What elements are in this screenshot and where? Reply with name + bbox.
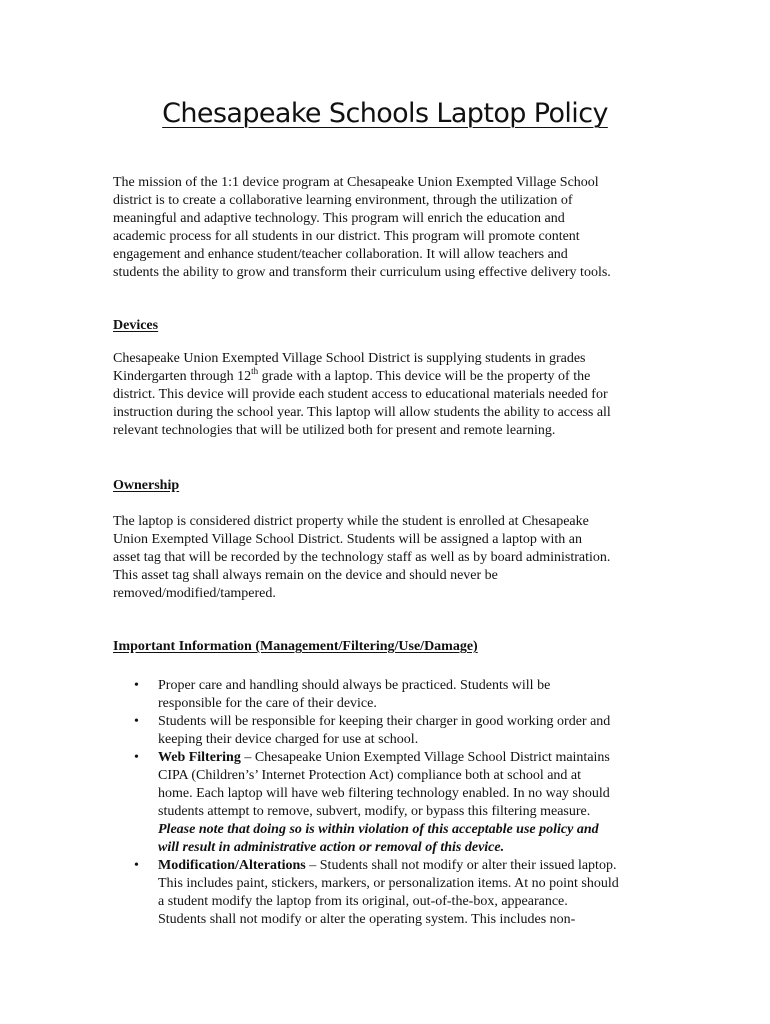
ownership-line: Union Exempted Village School District. Students will be assigned a laptop with an bbox=[113, 532, 582, 547]
bullet-icon: • bbox=[134, 750, 139, 765]
devices-line: relevant technologies that will be utilized both for present and remote learning. bbox=[113, 423, 556, 438]
intro-line: academic process for all students in our district. This program will promote content bbox=[113, 229, 580, 244]
bullet-icon: • bbox=[134, 678, 139, 693]
document-title: Chesapeake Schools Laptop Policy bbox=[162, 98, 608, 129]
devices-line: district. This device will provide each student access to educational materials needed for bbox=[113, 387, 608, 402]
devices-line bbox=[113, 368, 673, 386]
ownership-heading: Ownership bbox=[113, 478, 180, 493]
bullet-icon: • bbox=[134, 714, 139, 729]
ownership-line: This asset tag shall always remain on the device and should never be bbox=[113, 568, 498, 583]
devices-line: instruction during the school year. This laptop will allow students the ability to access all bbox=[113, 405, 611, 420]
list-item-text: responsible for the care of their device. bbox=[158, 696, 377, 711]
list-item-text bbox=[158, 857, 673, 875]
list-item-text: keeping their device charged for use at school. bbox=[158, 732, 419, 747]
list-item-text bbox=[158, 749, 673, 767]
list-item-text: students attempt to remove, subvert, modify, or bypass this filtering measure. bbox=[158, 804, 591, 819]
list-item bbox=[113, 749, 673, 857]
important-info-list bbox=[113, 677, 673, 929]
list-item-label: Modification/Alterations bbox=[158, 858, 306, 873]
devices-heading: Devices bbox=[113, 318, 159, 333]
list-item-emphasis: will result in administrative action or removal of this device. bbox=[158, 840, 505, 855]
devices-line: Chesapeake Union Exempted Village School District is supplying students in grades bbox=[113, 351, 586, 366]
list-item-text-rest: – Students shall not modify or alter their issued laptop. bbox=[305, 858, 617, 873]
intro-line: students the ability to grow and transform their curriculum using effective delivery tools. bbox=[113, 265, 611, 280]
list-item bbox=[113, 677, 673, 713]
intro-line: meaningful and adaptive technology. This program will enrich the education and bbox=[113, 211, 565, 226]
list-item-text: home. Each laptop will have web filtering technology enabled. In no way should bbox=[158, 786, 610, 801]
list-item-emphasis: Please note that doing so is within violation of this acceptable use policy and bbox=[158, 822, 599, 837]
list-item-text-rest: – Chesapeake Union Exempted Village School District maintains bbox=[240, 750, 610, 765]
ownership-line: asset tag that will be recorded by the technology staff as well as by board administration. bbox=[113, 550, 611, 565]
intro-line: district is to create a collaborative learning environment, through the utilization of bbox=[113, 193, 573, 208]
list-item-text: Students will be responsible for keeping their charger in good working order and bbox=[158, 714, 611, 729]
bullet-icon: • bbox=[134, 858, 139, 873]
devices-paragraph bbox=[113, 350, 673, 440]
intro-paragraph bbox=[113, 174, 673, 282]
important-info-heading: Important Information (Management/Filtering/Use/Damage) bbox=[113, 639, 478, 654]
devices-line-text: Kindergarten through 12 bbox=[113, 369, 252, 384]
list-item-text: a student modify the laptop from its original, out-of-the-box, appearance. bbox=[158, 894, 568, 909]
intro-line: The mission of the 1:1 device program at Chesapeake Union Exempted Village School bbox=[113, 175, 599, 190]
list-item-text: This includes paint, stickers, markers, or personalization items. At no point should bbox=[158, 876, 619, 891]
list-item bbox=[113, 713, 673, 749]
list-item-text: Proper care and handling should always be practiced. Students will be bbox=[158, 678, 551, 693]
ownership-line: The laptop is considered district property while the student is enrolled at Chesapeake bbox=[113, 514, 589, 529]
list-item-text: CIPA (Children’s’ Internet Protection Act) compliance both at school and at bbox=[158, 768, 582, 783]
ownership-paragraph bbox=[113, 513, 673, 603]
ordinal-suffix: th bbox=[251, 366, 259, 376]
devices-line-text: grade with a laptop. This device will be the property of the bbox=[258, 369, 591, 384]
list-item-text: Students shall not modify or alter the operating system. This includes non- bbox=[158, 912, 576, 927]
ownership-line: removed/modified/tampered. bbox=[113, 586, 276, 601]
intro-line: engagement and enhance student/teacher collaboration. It will allow teachers and bbox=[113, 247, 568, 262]
list-item bbox=[113, 857, 673, 929]
list-item-label: Web Filtering bbox=[158, 750, 241, 765]
